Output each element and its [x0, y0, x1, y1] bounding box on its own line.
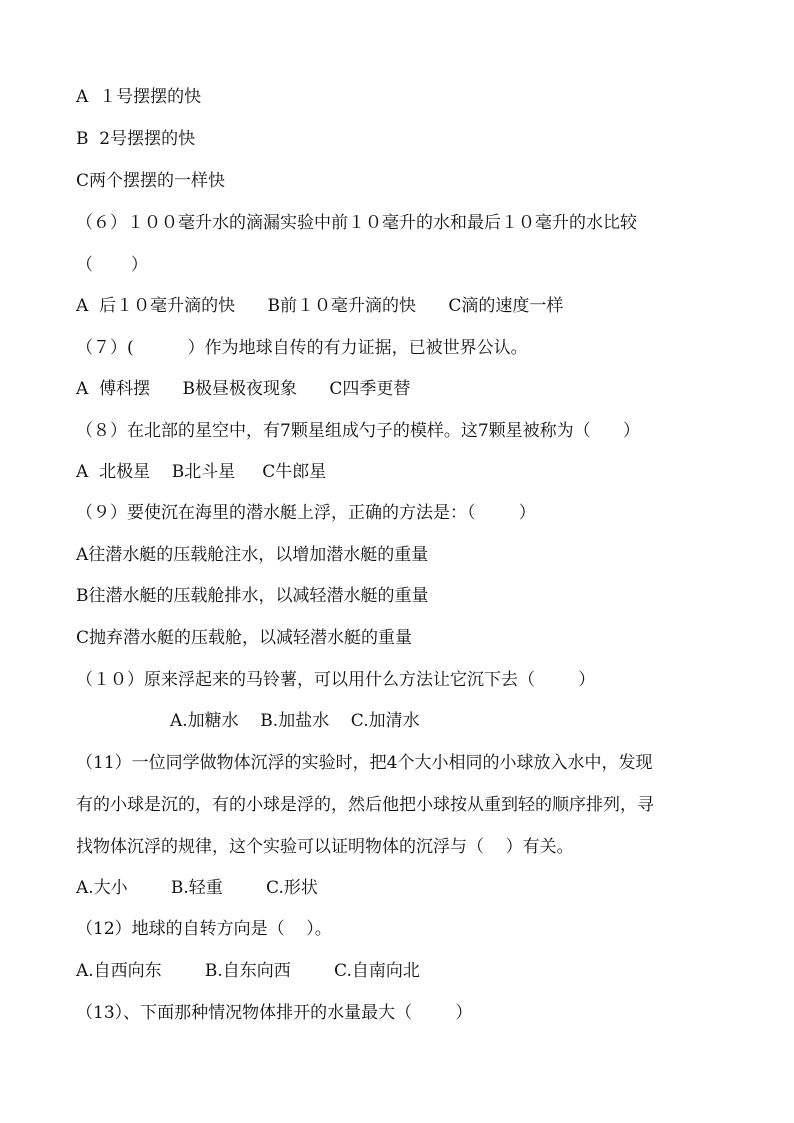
q9-option-c: C抛弃潜水艇的压载舱，以减轻潜水艇的重量	[76, 628, 413, 648]
q13-question: （13）、下面那种情况物体排开的水量最大（ ）	[76, 1003, 473, 1023]
q9-option-a: A往潜水艇的压载舱注水，以增加潜水艇的重量	[76, 545, 429, 565]
q7-question: （７）( ）作为地球自传的有力证据，已被世界公认。	[76, 338, 528, 358]
q12-question: （12）地球的自转方向是（ ）。	[76, 919, 332, 939]
q11-question-line-1: （11）一位同学做物体沉浮的实验时，把4个大小相同的小球放入水中，发现	[76, 753, 653, 773]
q5-option-b: B 2号摆摆的快	[76, 129, 196, 149]
q6-options: A 后１０毫升滴的快 B前１０毫升滴的快 C滴的速度一样	[76, 296, 564, 316]
q5-option-a: A １号摆摆的快	[76, 87, 202, 107]
q5-option-c: C两个摆摆的一样快	[76, 171, 226, 191]
q11-question-line-3: 找物体沉浮的规律，这个实验可以证明物体的沉浮与（ ）有关。	[76, 837, 574, 857]
q9-question: （９）要使沉在海里的潜水艇上浮，正确的方法是：（ ）	[76, 503, 536, 523]
q10-question: （１０）原来浮起来的马铃薯，可以用什么方法让它沉下去（ ）	[76, 670, 596, 690]
q11-options: A.大小 B.轻重 C.形状	[76, 878, 318, 898]
q7-options: A 傅科摆 B极昼极夜现象 C四季更替	[76, 379, 411, 399]
q8-question: （８）在北部的星空中，有7颗星组成勺子的模样。这7颗星被称为（ ）	[76, 421, 641, 441]
q9-option-b: B往潜水艇的压载舱排水，以减轻潜水艇的重量	[76, 586, 429, 606]
q12-options: A.自西向东 B.自东向西 C.自南向北	[76, 961, 420, 981]
q6-answer-blank: （ ）	[76, 255, 148, 275]
q11-question-line-2: 有的小球是沉的，有的小球是浮的，然后他把小球按从重到轻的顺序排列，寻	[76, 795, 654, 815]
q6-question: （６）１００毫升水的滴漏实验中前１０毫升的水和最后１０毫升的水比较	[76, 213, 637, 233]
q8-options: A 北极星 B北斗星 C牛郎星	[76, 462, 327, 482]
q10-options: A.加糖水 B.加盐水 C.加清水	[170, 711, 420, 731]
